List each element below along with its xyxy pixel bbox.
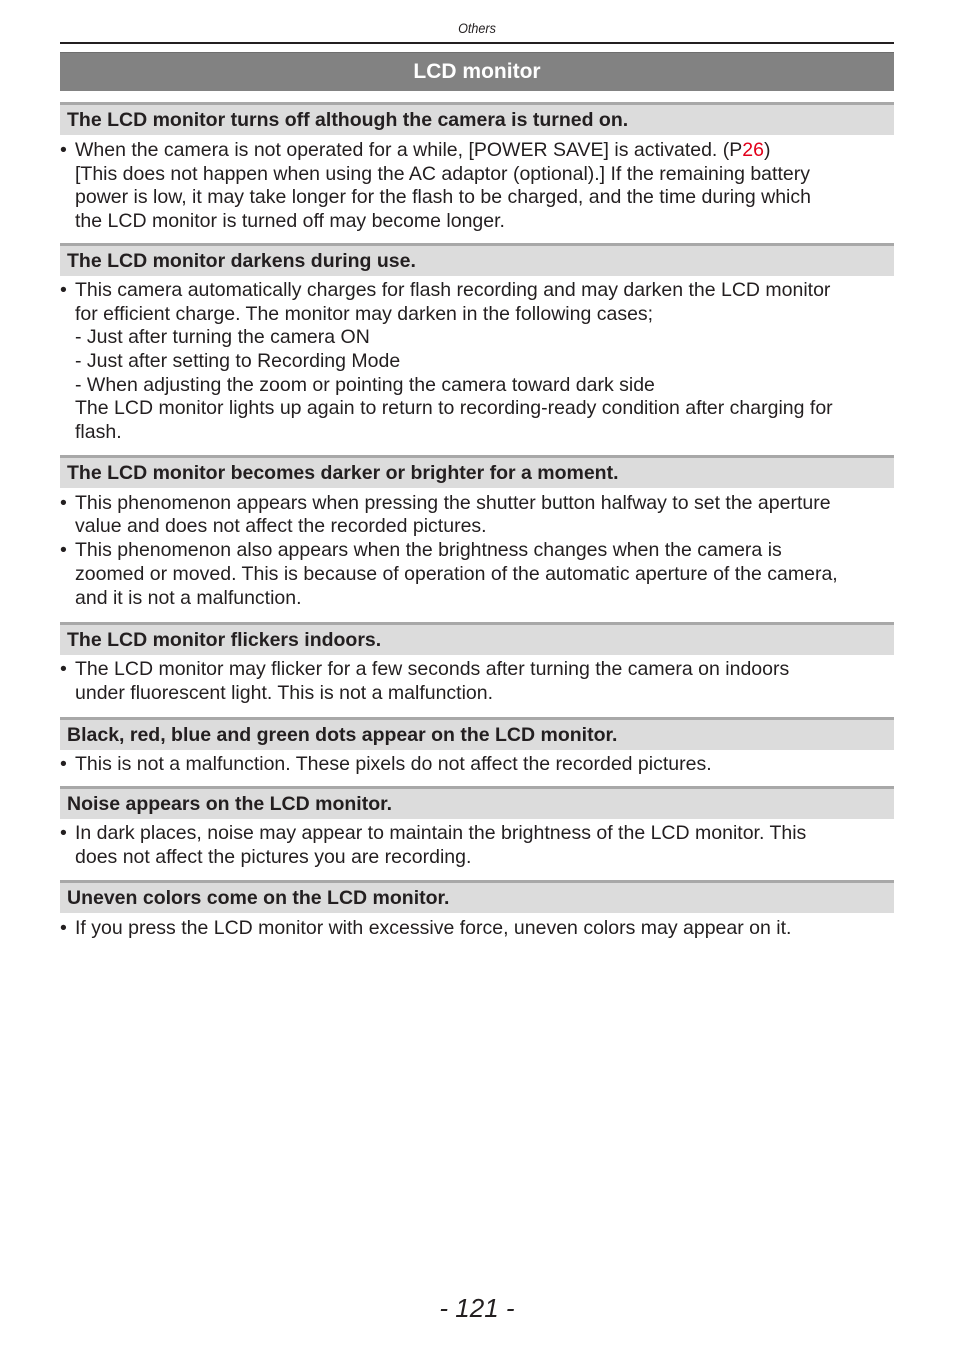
answer-line: power is low, it may take longer for the flash to be charged, and the time during which	[75, 186, 811, 209]
question-heading: Uneven colors come on the LCD monitor.	[60, 880, 894, 913]
answer-line: flash.	[75, 421, 122, 444]
answer-line: If you press the LCD monitor with excessive force, uneven colors may appear on it.	[75, 916, 792, 939]
answer-line: This phenomenon appears when pressing the shutter button halfway to set the aperture	[75, 491, 831, 514]
faq-section-darker-or-brighter	[60, 455, 894, 611]
page-reference-link[interactable]: 26	[742, 139, 764, 161]
answer-item	[60, 917, 894, 941]
running-head: Others	[458, 20, 496, 36]
answer-line: does not affect the pictures you are recording.	[75, 846, 472, 869]
bullet-icon: •	[60, 752, 67, 775]
answer-line: value and does not affect the recorded pictures.	[75, 515, 487, 538]
answer-list	[60, 279, 894, 445]
bullet-icon: •	[60, 139, 67, 161]
answer-text: )	[763, 139, 771, 161]
answer-line: - When adjusting the zoom or pointing the camera toward dark side	[75, 373, 655, 396]
answer-line: The LCD monitor may flicker for a few seconds after turning the camera on indoors	[75, 658, 790, 681]
answer-item	[60, 658, 894, 705]
faq-section-monitor-darkens	[60, 243, 894, 445]
answer-list	[60, 753, 894, 777]
answer-line: the LCD monitor is turned off may become longer.	[75, 210, 505, 233]
answer-text: When the camera is not operated for a while, [POWER SAVE] is activated. (P	[75, 139, 743, 161]
faq-section-flickers-indoors	[60, 622, 894, 705]
bullet-icon: •	[60, 822, 67, 845]
question-heading: The LCD monitor flickers indoors.	[60, 622, 894, 655]
answer-list	[60, 658, 894, 705]
answer-line: zoomed or moved. This is because of operation of the automatic aperture of the camera,	[75, 562, 838, 585]
faq-section-monitor-turns-off	[60, 102, 894, 234]
faq-section-uneven-colors	[60, 880, 894, 941]
question-heading: The LCD monitor darkens during use.	[60, 243, 894, 276]
answer-line: under fluorescent light. This is not a malfunction.	[75, 681, 494, 704]
faq-section-noise	[60, 786, 894, 869]
bullet-icon: •	[60, 658, 67, 681]
faq-section-colored-dots	[60, 717, 894, 777]
question-heading: The LCD monitor becomes darker or brighter for a moment.	[60, 455, 894, 488]
answer-item	[60, 139, 894, 234]
bullet-icon: •	[60, 539, 67, 562]
bullet-icon: •	[60, 491, 67, 514]
question-heading: The LCD monitor turns off although the camera is turned on.	[60, 102, 894, 135]
answer-item	[60, 822, 894, 869]
answer-line: The LCD monitor lights up again to return to recording-ready condition after charging for	[75, 397, 833, 420]
answer-list	[60, 139, 894, 234]
answer-item	[60, 539, 894, 610]
bullet-icon: •	[60, 916, 67, 939]
answer-list	[60, 492, 894, 611]
bullet-icon: •	[60, 278, 67, 301]
answer-item	[60, 492, 894, 539]
answer-line: - Just after turning the camera ON	[75, 326, 370, 349]
answer-line: This camera automatically charges for flash recording and may darken the LCD monitor	[75, 278, 831, 301]
answer-line: This phenomenon also appears when the brightness changes when the camera is	[75, 539, 782, 562]
question-heading: Noise appears on the LCD monitor.	[60, 786, 894, 819]
page-number: - 121 -	[439, 1293, 515, 1323]
section-title: LCD monitor	[60, 52, 894, 91]
question-heading: Black, red, blue and green dots appear on the LCD monitor.	[60, 717, 894, 750]
answer-line: - Just after setting to Recording Mode	[75, 349, 401, 372]
header-rule	[60, 42, 894, 44]
answer-line: In dark places, noise may appear to maintain the brightness of the LCD monitor. This	[75, 822, 807, 845]
answer-list	[60, 917, 894, 941]
answer-line: for efficient charge. The monitor may darken in the following cases;	[75, 302, 654, 325]
answer-list	[60, 822, 894, 869]
troubleshooting-content	[60, 102, 894, 940]
answer-item	[60, 753, 894, 777]
answer-item	[60, 279, 894, 445]
answer-line: and it is not a malfunction.	[75, 586, 302, 609]
answer-line: This is not a malfunction. These pixels do not affect the recorded pictures.	[75, 752, 712, 775]
answer-line	[75, 139, 894, 163]
answer-line: [This does not happen when using the AC adaptor (optional).] If the remaining battery	[75, 162, 810, 185]
